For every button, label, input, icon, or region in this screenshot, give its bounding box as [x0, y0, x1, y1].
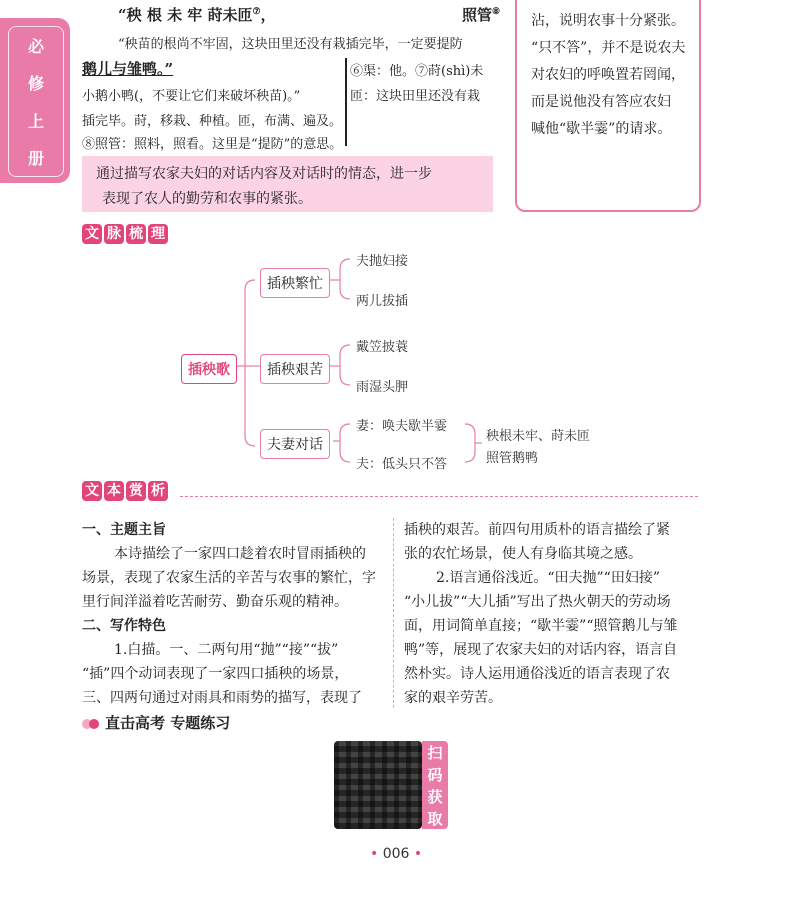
mindmap-leaf: 夫抛妇接: [356, 254, 409, 269]
analysis-text: 1.白描。一、二两句用“抛”“接”“拔”: [114, 642, 339, 658]
analysis-text: 面，用词简单直接；“歇半霎”“照管鹅儿与雏: [404, 618, 678, 634]
mindmap-branch-busy: 插秧繁忙: [260, 268, 330, 298]
qr-code-block[interactable]: [334, 741, 454, 830]
analysis-text: 鸭”等，展现了农家夫妇的对话内容，语言自: [404, 642, 678, 658]
analysis-text: 然朴实。诗人运用通俗浅近的语言表现了农: [404, 666, 670, 682]
poem-line-1-end: 照管⑧: [462, 6, 501, 24]
summary-line-2: 表现了农人的勤劳和农事的紧张。: [102, 191, 312, 207]
analysis-text: 里行间洋溢着吃苦耐劳、勤奋乐观的精神。: [82, 594, 348, 610]
poem-gloss-1: “秧苗的根尚不牢固，这块田里还没有栽插完毕，一定要提防: [118, 37, 463, 52]
analysis-text: “小儿拔”“大儿插”写出了热火朝天的劳动场: [404, 594, 671, 610]
mindmap-leaf-ext: 照管鹅鸭: [486, 451, 539, 466]
qr-code-image[interactable]: [334, 741, 422, 829]
mindmap-leaf: 雨湿头胛: [356, 380, 409, 395]
analysis-text: 张的农忙场景，使人有身临其境之感。: [404, 546, 642, 562]
analysis-text: 家的艰辛劳苦。: [404, 690, 502, 706]
note-7-cont: 插完毕。莳，移栽、种植。匝，布满、遍及。: [82, 114, 343, 129]
mindmap-branch-hard: 插秧艰苦: [260, 354, 330, 384]
analysis-text: 插秧的艰苦。前四句用质朴的语言描绘了紧: [404, 522, 670, 538]
right-note-line: 而是说他没有答应农妇: [531, 94, 671, 110]
mindmap-root: 插秧歌: [181, 354, 237, 384]
mindmap-leaf: 两儿拔插: [356, 294, 409, 309]
section-title-structure: 文 脉 梳 理: [82, 224, 168, 244]
summary-line-1: 通过描写农家夫妇的对话内容及对话时的情态，进一步: [96, 166, 432, 182]
qr-scan-label: 扫 码 获 取: [422, 741, 448, 829]
mindmap-branch-dialogue: 夫妻对话: [260, 429, 330, 459]
section-title-analysis: 文 本 赏 析: [82, 481, 168, 501]
column-divider: [393, 518, 394, 708]
side-tab-char: 册: [27, 148, 44, 168]
analysis-heading-style: 二、写作特色: [82, 618, 166, 634]
right-note-line: 对农妇的呼唤置若罔闻，: [531, 67, 685, 83]
note-6: ⑥渠：他。⑦莳(shì)未: [350, 64, 484, 79]
poem-gloss-2: 小鹅小鸭(，不要让它们来破坏秧苗)。”: [82, 89, 301, 104]
note-8: ⑧照管：照料，照看。这里是“提防”的意思。: [82, 137, 343, 152]
right-note-line: “只不答”，并不是说农夫: [531, 40, 686, 56]
analysis-text: 场景，表现了农家生活的辛苦与农事的繁忙，字: [82, 570, 376, 586]
side-tab-char: 上: [27, 111, 44, 131]
right-note-line: 喊他“歇半霎”的请求。: [531, 121, 672, 137]
side-tab-char: 必: [27, 37, 44, 57]
mindmap-leaf-ext: 秧根未牢、莳未匝: [486, 429, 591, 444]
right-note-line: 沾，说明农事十分紧张。: [531, 13, 685, 29]
page-number: • 006 •: [370, 846, 423, 862]
analysis-text: 本诗描绘了一家四口趁着农时冒雨插秧的: [114, 546, 366, 562]
note-7: 匝：这块田里还没有栽: [350, 89, 481, 104]
mindmap-leaf: 戴笠披蓑: [356, 340, 409, 355]
mindmap-leaf: 妻：唤夫歇半霎: [356, 419, 448, 434]
bullet-dot-icon: [89, 719, 99, 729]
analysis-text: 2.语言通俗浅近。“田夫抛”“田妇接”: [436, 570, 660, 586]
analysis-heading-theme: 一、主题主旨: [82, 522, 166, 538]
analysis-text: 三、四两句通过对雨具和雨势的描写，表现了: [82, 690, 362, 706]
poem-line-1: “秧 根 未 牢 莳未匝⑦，: [118, 6, 276, 24]
side-tab-char: 修: [27, 74, 44, 94]
poem-line-2: 鹅儿与雏鸭。”: [82, 60, 174, 78]
section-divider: [180, 496, 698, 497]
mindmap-leaf: 夫：低头只不答: [356, 457, 448, 472]
practice-heading: 直击高考 专题练习: [82, 712, 230, 733]
analysis-text: “插”四个动词表现了一家四口插秧的场景，: [82, 666, 349, 682]
